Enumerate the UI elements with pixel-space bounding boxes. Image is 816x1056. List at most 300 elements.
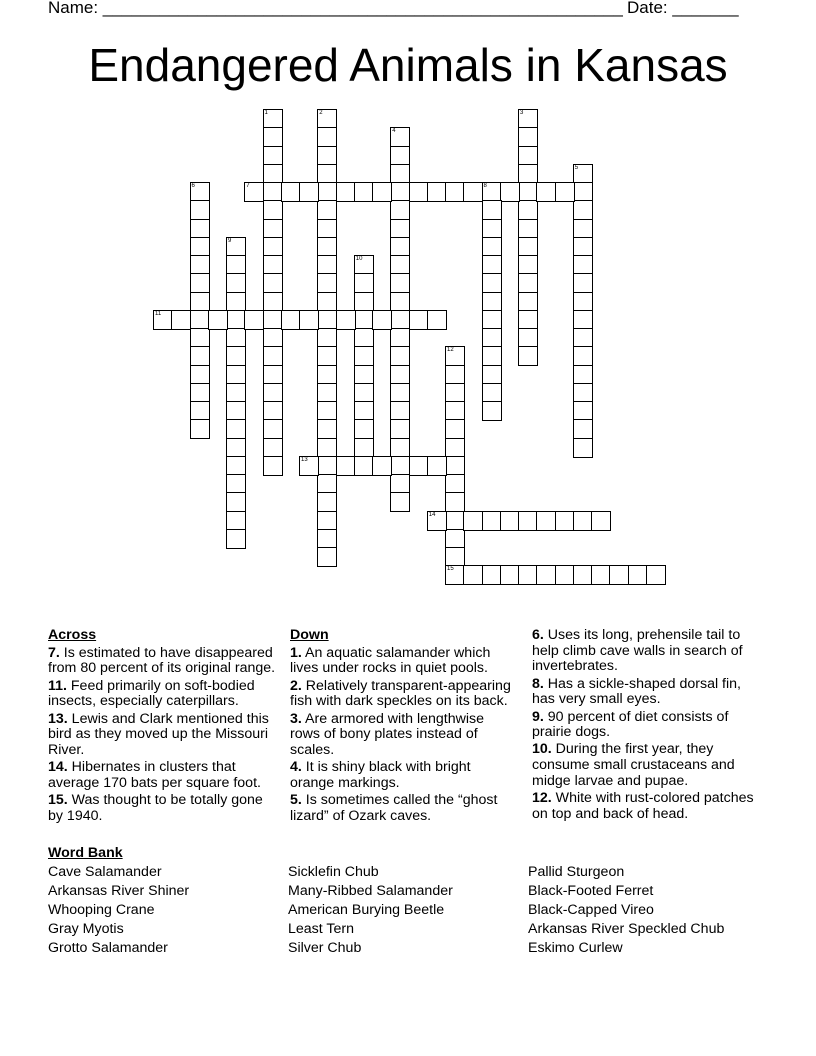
crossword-cell[interactable]	[263, 164, 283, 184]
crossword-cell[interactable]	[354, 456, 374, 476]
word-bank-item: Silver Chub	[288, 940, 362, 956]
clue-number-label: 3.	[290, 710, 302, 727]
word-bank-item: Arkansas River Shiner	[48, 883, 190, 899]
clue-number-label: 5.	[290, 792, 302, 809]
crossword-cell[interactable]	[482, 383, 502, 403]
clue-number-label: 4.	[290, 759, 302, 776]
crossword-cell[interactable]	[482, 328, 502, 348]
crossword-cell[interactable]	[609, 565, 629, 585]
crossword-cell[interactable]	[317, 292, 337, 312]
crossword-cell[interactable]	[500, 565, 520, 585]
crossword-cell[interactable]	[482, 237, 502, 257]
crossword-cell[interactable]	[317, 492, 337, 512]
crossword-cell[interactable]	[536, 182, 556, 202]
crossword-cell[interactable]	[573, 255, 593, 275]
crossword-cell[interactable]	[317, 255, 337, 275]
clue-number-label: 7.	[48, 644, 60, 661]
word-bank-item: Grotto Salamander	[48, 940, 168, 956]
crossword-cell[interactable]	[427, 511, 447, 531]
crossword-cell[interactable]	[317, 346, 337, 366]
clue-number-label: 12.	[532, 790, 552, 807]
crossword-cell[interactable]	[445, 529, 465, 549]
crossword-cell[interactable]	[390, 310, 410, 330]
clue-item	[532, 791, 762, 822]
crossword-cell[interactable]	[390, 292, 410, 312]
crossword-cell[interactable]	[263, 219, 283, 239]
crossword-cell[interactable]	[317, 127, 337, 147]
clue-item	[532, 742, 762, 789]
crossword-cell[interactable]	[354, 273, 374, 293]
clue-text: Are armored with lengthwise rows of bony plates instead of scales.	[290, 710, 485, 758]
clue-text: Was thought to be totally gone by 1940.	[48, 792, 263, 824]
clue-text: Hibernates in clusters that average 170 bats per square foot.	[48, 759, 261, 791]
crossword-cell[interactable]	[591, 511, 611, 531]
crossword-cell[interactable]	[482, 219, 502, 239]
clue-number: 8	[483, 183, 487, 189]
crossword-cell[interactable]	[482, 401, 502, 421]
crossword-cell[interactable]	[263, 401, 283, 421]
crossword-cell[interactable]	[317, 182, 337, 202]
across-clues	[48, 628, 280, 826]
crossword-cell[interactable]	[628, 565, 648, 585]
crossword-cell[interactable]	[518, 346, 538, 366]
clue-number-label: 13.	[48, 710, 68, 727]
crossword-cell[interactable]	[573, 365, 593, 385]
crossword-cell[interactable]	[573, 237, 593, 257]
clue-item	[532, 628, 762, 675]
clue-item	[48, 760, 280, 791]
word-bank-column	[48, 863, 189, 958]
crossword-cell[interactable]	[263, 419, 283, 439]
crossword-cell[interactable]	[555, 182, 575, 202]
crossword-cell[interactable]	[482, 565, 502, 585]
crossword-cell[interactable]	[354, 182, 374, 202]
clue-item	[290, 646, 512, 677]
crossword-cell[interactable]	[390, 365, 410, 385]
crossword-cell[interactable]	[463, 182, 483, 202]
crossword-cell[interactable]	[372, 310, 392, 330]
crossword-cell[interactable]	[226, 383, 246, 403]
clue-text: During the first year, they consume small crustaceans and midge larvae and pupae.	[532, 741, 735, 789]
crossword-cell[interactable]	[463, 565, 483, 585]
clue-number: 13	[301, 456, 308, 463]
crossword-cell[interactable]	[299, 310, 319, 330]
crossword-cell[interactable]	[354, 383, 374, 403]
crossword-cell[interactable]	[390, 237, 410, 257]
crossword-cell[interactable]	[555, 511, 575, 531]
clue-number: 7	[246, 183, 250, 189]
crossword-cell[interactable]	[573, 383, 593, 403]
crossword-cell[interactable]	[263, 255, 283, 275]
crossword-cell[interactable]	[573, 419, 593, 439]
crossword-cell[interactable]	[445, 419, 465, 439]
crossword-cell[interactable]	[263, 292, 283, 312]
crossword-cell[interactable]	[171, 310, 191, 330]
crossword-cell[interactable]	[518, 146, 538, 166]
crossword-cell[interactable]	[518, 292, 538, 312]
crossword-cell[interactable]	[573, 182, 593, 202]
crossword-cell[interactable]	[445, 438, 465, 458]
crossword-cell[interactable]	[281, 182, 301, 202]
crossword-cell[interactable]	[427, 456, 447, 476]
word-bank-item: Gray Myotis	[48, 921, 124, 937]
crossword-cell[interactable]	[226, 456, 246, 476]
clue-number: 12	[447, 347, 454, 354]
crossword-cell[interactable]	[573, 292, 593, 312]
name-field-label: Name: _______________________________________________________	[48, 0, 623, 17]
clue-item	[290, 793, 512, 824]
crossword-cell[interactable]	[263, 456, 283, 476]
crossword-cell[interactable]	[354, 255, 374, 275]
crossword-cell[interactable]	[390, 438, 410, 458]
clue-number: 5	[574, 164, 579, 171]
crossword-cell[interactable]	[226, 292, 246, 312]
crossword-cell[interactable]	[190, 346, 210, 366]
crossword-cell[interactable]	[244, 310, 264, 330]
crossword-cell[interactable]	[226, 492, 246, 512]
clue-number: 2	[319, 110, 323, 116]
crossword-cell[interactable]	[317, 146, 337, 166]
crossword-cell[interactable]	[226, 401, 246, 421]
crossword-cell[interactable]	[518, 328, 538, 348]
crossword-cell[interactable]	[390, 146, 410, 166]
crossword-cell[interactable]	[482, 365, 502, 385]
crossword-cell[interactable]	[372, 182, 392, 202]
crossword-cell[interactable]	[190, 383, 210, 403]
crossword-cell[interactable]	[190, 419, 210, 439]
crossword-cell[interactable]	[409, 182, 429, 202]
word-bank-heading: Word Bank	[48, 845, 123, 861]
crossword-cell[interactable]	[518, 109, 538, 129]
clue-number: 11	[155, 310, 162, 317]
crossword-cell[interactable]	[354, 438, 374, 458]
word-bank-item: Black-Capped Vireo	[528, 902, 654, 918]
word-bank-column	[528, 863, 724, 958]
crossword-cell[interactable]	[336, 182, 356, 202]
crossword-cell[interactable]	[445, 565, 465, 585]
crossword-cell[interactable]	[482, 200, 502, 220]
crossword-cell[interactable]	[317, 310, 337, 330]
word-bank-item: Pallid Sturgeon	[528, 864, 625, 880]
crossword-cell[interactable]	[226, 255, 246, 275]
crossword-cell[interactable]	[573, 219, 593, 239]
crossword-cell[interactable]	[226, 419, 246, 439]
crossword-cell[interactable]	[190, 365, 210, 385]
crossword-cell[interactable]	[263, 182, 283, 202]
crossword-cell[interactable]	[482, 310, 502, 330]
clue-item	[290, 760, 512, 791]
crossword-cell[interactable]	[518, 219, 538, 239]
clue-number-label: 8.	[532, 675, 544, 692]
crossword-cell[interactable]	[518, 565, 538, 585]
clue-text: 90 percent of diet consists of prairie dogs.	[532, 708, 729, 741]
crossword-cell[interactable]	[208, 310, 228, 330]
clue-item	[48, 793, 280, 824]
crossword-cell[interactable]	[263, 346, 283, 366]
crossword-cell[interactable]	[445, 547, 465, 567]
crossword-cell[interactable]	[263, 383, 283, 403]
crossword-cell[interactable]	[573, 438, 593, 458]
clue-text: An aquatic salamander which lives under rocks in quiet pools.	[290, 644, 491, 677]
crossword-cell[interactable]	[573, 273, 593, 293]
crossword-cell[interactable]	[646, 565, 666, 585]
word-bank-item: Eskimo Curlew	[528, 940, 623, 956]
crossword-cell[interactable]	[317, 383, 337, 403]
crossword-cell[interactable]	[263, 328, 283, 348]
clue-item	[48, 712, 280, 759]
crossword-cell[interactable]	[317, 547, 337, 567]
word-bank-item: Black-Footed Ferret	[528, 883, 654, 899]
crossword-cell[interactable]	[263, 146, 283, 166]
crossword-cell[interactable]	[482, 346, 502, 366]
crossword-cell[interactable]	[190, 182, 210, 202]
page-title: Endangered Animals in Kansas	[88, 39, 728, 91]
crossword-cell[interactable]	[317, 200, 337, 220]
crossword-cell[interactable]	[463, 511, 483, 531]
crossword-cell[interactable]	[263, 365, 283, 385]
crossword-cell[interactable]	[354, 365, 374, 385]
crossword-cell[interactable]	[317, 219, 337, 239]
crossword-cell[interactable]	[317, 419, 337, 439]
clue-text: It is shiny black with bright orange markings.	[290, 759, 471, 791]
clue-item	[532, 710, 762, 741]
crossword-cell[interactable]	[263, 200, 283, 220]
crossword-cell[interactable]	[390, 419, 410, 439]
crossword-cell[interactable]	[409, 310, 429, 330]
clue-text: Has a sickle-shaped dorsal fin, has very small eyes.	[532, 675, 741, 708]
crossword-cell[interactable]	[390, 200, 410, 220]
crossword-cell[interactable]	[518, 511, 538, 531]
crossword-cell[interactable]	[518, 273, 538, 293]
crossword-cell[interactable]	[500, 511, 520, 531]
crossword-cell[interactable]	[153, 310, 173, 330]
crossword-cell[interactable]	[445, 511, 465, 531]
crossword-cell[interactable]	[263, 127, 283, 147]
crossword-cell[interactable]	[427, 310, 447, 330]
crossword-cell[interactable]	[390, 383, 410, 403]
crossword-cell[interactable]	[190, 310, 210, 330]
crossword-cell[interactable]	[445, 365, 465, 385]
crossword-cell[interactable]	[573, 401, 593, 421]
clue-number-label: 2.	[290, 677, 302, 694]
crossword-cell[interactable]	[573, 200, 593, 220]
clue-number-label: 10.	[532, 741, 552, 758]
crossword-cell[interactable]	[317, 365, 337, 385]
clue-text: Feed primarily on soft-bodied insects, especially caterpillars.	[48, 677, 255, 710]
crossword-cell[interactable]	[518, 182, 538, 202]
crossword-cell[interactable]	[482, 273, 502, 293]
crossword-cell[interactable]	[390, 182, 410, 202]
crossword-cell[interactable]	[518, 237, 538, 257]
crossword-cell[interactable]	[536, 565, 556, 585]
crossword-cell[interactable]	[354, 419, 374, 439]
clue-number-label: 11.	[48, 677, 67, 694]
crossword-cell[interactable]	[390, 328, 410, 348]
crossword-cell[interactable]	[226, 273, 246, 293]
crossword-cell[interactable]	[317, 273, 337, 293]
crossword-cell[interactable]	[573, 565, 593, 585]
crossword-cell[interactable]	[409, 456, 429, 476]
crossword-cell[interactable]	[226, 310, 246, 330]
clue-number-label: 6.	[532, 627, 544, 643]
clue-text: Lewis and Clark mentioned this bird as they moved up the Missouri River.	[48, 710, 269, 758]
crossword-cell[interactable]	[317, 511, 337, 531]
crossword-cell[interactable]	[372, 456, 392, 476]
crossword-cell[interactable]	[518, 200, 538, 220]
word-bank-item: Arkansas River Speckled Chub	[528, 921, 725, 937]
crossword-cell[interactable]	[317, 237, 337, 257]
crossword-cell[interactable]	[482, 292, 502, 312]
clue-item	[532, 677, 762, 708]
clue-number-label: 9.	[532, 708, 544, 725]
crossword-cell[interactable]	[354, 292, 374, 312]
crossword-cell[interactable]	[390, 219, 410, 239]
clue-number-label: 1.	[290, 644, 302, 661]
crossword-cell[interactable]	[445, 401, 465, 421]
clue-number-label: 14.	[48, 759, 68, 776]
crossword-cell[interactable]	[354, 328, 374, 348]
word-bank-item: Cave Salamander	[48, 864, 162, 880]
crossword-cell[interactable]	[390, 456, 410, 476]
clue-text: Is sometimes called the “ghost lizard” of Ozark caves.	[290, 792, 498, 824]
crossword-cell[interactable]	[263, 237, 283, 257]
crossword-cell[interactable]	[226, 474, 246, 494]
crossword-cell[interactable]	[573, 511, 593, 531]
crossword-cell[interactable]	[317, 164, 337, 184]
clue-item	[48, 679, 280, 710]
crossword-cell[interactable]	[354, 401, 374, 421]
crossword-cell[interactable]	[518, 164, 538, 184]
crossword-cell[interactable]	[390, 346, 410, 366]
crossword-cell[interactable]	[263, 438, 283, 458]
crossword-cell[interactable]	[390, 492, 410, 512]
crossword-cell[interactable]	[445, 492, 465, 512]
crossword-cell[interactable]	[317, 401, 337, 421]
word-bank-item: Many-Ribbed Salamander	[288, 883, 453, 899]
clue-number: 10	[355, 256, 363, 262]
crossword-cell[interactable]	[518, 255, 538, 275]
crossword-cell[interactable]	[226, 328, 246, 348]
crossword-cell[interactable]	[317, 109, 337, 129]
crossword-cell[interactable]	[445, 383, 465, 403]
crossword-cell[interactable]	[354, 346, 374, 366]
crossword-cell[interactable]	[390, 273, 410, 293]
crossword-cell[interactable]	[445, 474, 465, 494]
crossword-cell[interactable]	[226, 237, 246, 257]
clue-number: 9	[228, 237, 232, 244]
crossword-cell[interactable]	[281, 310, 301, 330]
clue-number: 15	[447, 566, 454, 573]
word-bank-item: Sicklefin Chub	[288, 864, 379, 880]
crossword-cell[interactable]	[190, 255, 210, 275]
date-field-label: Date: _______	[627, 0, 739, 17]
clue-item	[290, 679, 512, 710]
crossword-cell[interactable]	[226, 346, 246, 366]
crossword-cell[interactable]	[573, 310, 593, 330]
crossword-cell[interactable]	[317, 456, 337, 476]
crossword-cell[interactable]	[518, 310, 538, 330]
crossword-cell[interactable]	[299, 456, 319, 476]
crossword-cell[interactable]	[482, 255, 502, 275]
crossword-cell[interactable]	[226, 438, 246, 458]
crossword-cell[interactable]	[226, 529, 246, 549]
crossword-cell[interactable]	[445, 456, 465, 476]
word-bank-item: Whooping Crane	[48, 902, 155, 918]
crossword-cell[interactable]	[390, 474, 410, 494]
crossword-cell[interactable]	[190, 273, 210, 293]
crossword-cell[interactable]	[390, 164, 410, 184]
clue-number: 6	[191, 183, 195, 189]
clue-text: Is estimated to have disappeared from 80 percent of its original range.	[48, 644, 276, 677]
crossword-cell[interactable]	[317, 474, 337, 494]
down-heading: Down	[290, 627, 329, 643]
crossword-cell[interactable]	[354, 310, 374, 330]
crossword-cell[interactable]	[518, 127, 538, 147]
crossword-cell[interactable]	[445, 182, 465, 202]
crossword-cell[interactable]	[390, 255, 410, 275]
clue-number-label: 15.	[48, 792, 68, 809]
clue-number: 1	[264, 110, 268, 116]
crossword-cell[interactable]	[482, 182, 502, 202]
crossword-cell[interactable]	[317, 529, 337, 549]
crossword-cell[interactable]	[190, 237, 210, 257]
crossword-cell[interactable]	[263, 310, 283, 330]
clue-number: 4	[392, 128, 396, 135]
crossword-cell[interactable]	[500, 182, 520, 202]
across-heading: Across	[48, 627, 97, 643]
crossword-cell[interactable]	[317, 328, 337, 348]
crossword-cell[interactable]	[263, 273, 283, 293]
crossword-cell[interactable]	[263, 109, 283, 129]
crossword-cell[interactable]	[336, 456, 356, 476]
crossword-cell[interactable]	[317, 438, 337, 458]
crossword-cell[interactable]	[573, 346, 593, 366]
crossword-cell[interactable]	[390, 127, 410, 147]
crossword-cell[interactable]	[190, 219, 210, 239]
crossword-cell[interactable]	[591, 565, 611, 585]
clue-number: 3	[520, 110, 524, 116]
crossword-cell[interactable]	[190, 328, 210, 348]
crossword-cell[interactable]	[573, 164, 593, 184]
clue-text: Relatively transparent-appearing fish with dark speckles on its back.	[290, 677, 511, 710]
crossword-cell[interactable]	[190, 292, 210, 312]
clue-text: Uses its long, prehensile tail to help climb cave walls in search of invertebrates.	[532, 627, 743, 675]
crossword-cell[interactable]	[226, 365, 246, 385]
word-bank-item: American Burying Beetle	[288, 902, 445, 918]
crossword-cell[interactable]	[573, 328, 593, 348]
crossword-cell[interactable]	[299, 182, 319, 202]
clue-item	[290, 712, 512, 759]
crossword-cell[interactable]	[190, 200, 210, 220]
clue-number: 14	[428, 511, 436, 518]
crossword-cell[interactable]	[190, 401, 210, 421]
crossword-cell[interactable]	[445, 346, 465, 366]
crossword-cell[interactable]	[555, 565, 575, 585]
clue-text: White with rust-colored patches on top and back of head.	[532, 790, 754, 822]
crossword-cell[interactable]	[482, 511, 502, 531]
crossword-cell[interactable]	[244, 182, 264, 202]
crossword-cell[interactable]	[336, 310, 356, 330]
crossword-cell[interactable]	[226, 511, 246, 531]
crossword-cell[interactable]	[427, 182, 447, 202]
down-clues-continued	[532, 628, 762, 824]
crossword-cell[interactable]	[536, 511, 556, 531]
down-clues	[290, 628, 512, 826]
word-bank-column	[288, 863, 453, 958]
word-bank-item: Least Tern	[288, 921, 354, 937]
clue-item	[48, 646, 280, 677]
crossword-cell[interactable]	[390, 401, 410, 421]
